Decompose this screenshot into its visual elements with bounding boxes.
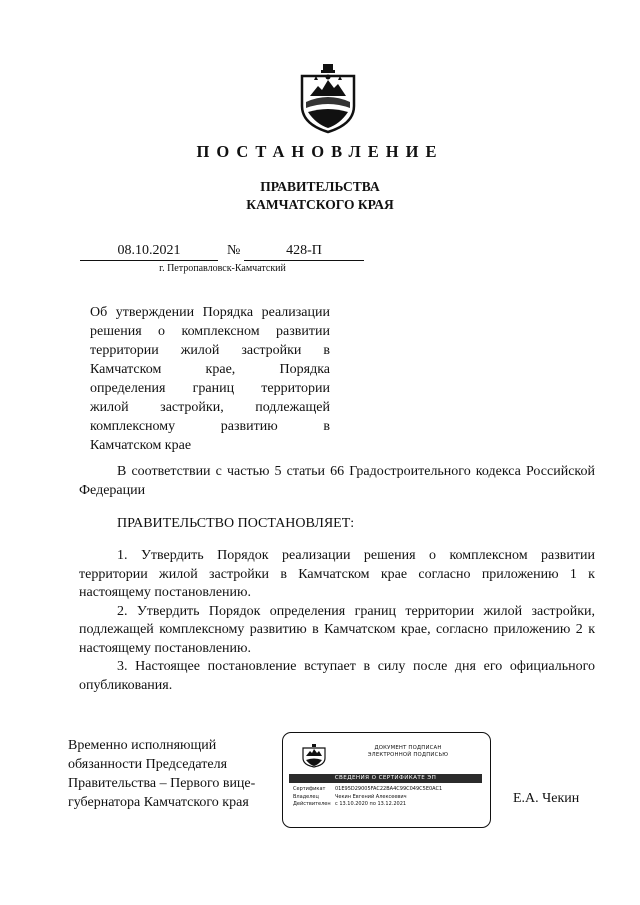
stamp-heading-line: ДОКУМЕНТ ПОДПИСАН <box>374 745 442 751</box>
coat-of-arms-emblem <box>298 62 358 134</box>
date-number-line <box>80 243 365 261</box>
stamp-certificate-bar: СВЕДЕНИЯ О СЕРТИФИКАТЕ ЭП <box>289 774 482 783</box>
stamp-heading <box>343 745 473 759</box>
signer-position <box>68 736 278 812</box>
subject-line: Камчатском крае, Порядка <box>90 362 330 377</box>
issuer-line-1: ПРАВИТЕЛЬСТВА <box>260 179 380 194</box>
preamble-paragraph: В соответствии с частью 5 статьи 66 Градостроительного кодекса Российской Федерации <box>79 464 595 498</box>
stamp-row-value: 01E95D29005FAC22BA4C99C049C5E0AC1 <box>335 786 443 792</box>
stamp-row <box>293 786 483 794</box>
stamp-row-value: с 13.10.2020 по 13.12.2021 <box>335 801 407 807</box>
document-date: 08.10.2021 <box>80 243 218 261</box>
document-number: 428-П <box>244 243 364 261</box>
stamp-row-key: Действителен <box>293 801 331 807</box>
signer-name: Е.А. Чекин <box>513 791 580 806</box>
stamp-row-key: Сертификат <box>293 786 326 792</box>
stamp-row <box>293 794 483 802</box>
stamp-emblem-icon <box>301 742 327 768</box>
subject-line: Об утверждении Порядка реализации <box>90 305 330 320</box>
stamp-row-value: Чекин Евгений Алексеевич <box>335 793 407 800</box>
electronic-signature-stamp <box>282 732 491 828</box>
document-type-title: ПОСТАНОВЛЕНИЕ <box>196 142 444 161</box>
document-subject <box>90 303 330 455</box>
stamp-row-key: Владелец <box>293 793 319 800</box>
signer-line: Временно исполняющий <box>68 738 217 753</box>
signer-line: губернатора Камчатского края <box>68 795 249 810</box>
resolution-item-3: 3. Настоящее постановление вступает в силу после дня его официального опубликования. <box>79 659 595 693</box>
subject-line: решения о комплексном развитии <box>90 324 330 339</box>
subject-line: территории жилой застройки в <box>90 343 330 358</box>
subject-line: комплексному развитию в <box>90 419 330 434</box>
city-label: г. Петропавловск-Камчатский <box>159 263 286 274</box>
stamp-row <box>293 801 483 809</box>
subject-line: определения границ территории <box>90 381 330 396</box>
issuer-heading <box>0 178 640 214</box>
resolves-heading: ПРАВИТЕЛЬСТВО ПОСТАНОВЛЯЕТ: <box>117 516 355 531</box>
subject-line: жилой застройки, подлежащей <box>90 400 330 415</box>
resolution-item-2: 2. Утвердить Порядок определения границ территории жилой застройки, подлежащей комплексному развитию в Камчатском крае, согласно приложению 2 к настоящему постановлению. <box>79 603 595 656</box>
stamp-heading-line: ЭЛЕКТРОННОЙ ПОДПИСЬЮ <box>367 752 449 758</box>
signer-line: обязанности Председателя <box>68 757 228 772</box>
number-sign: № <box>227 243 241 258</box>
resolution-items <box>79 547 595 695</box>
resolution-item-1: 1. Утвердить Порядок реализации решения о комплексном развитии территории жилой застройки в Камчатском крае согласно приложению 1 к настоящему постановлению. <box>79 548 595 600</box>
signer-line: Правительства – Первого вице- <box>68 776 256 791</box>
stamp-details <box>293 786 483 809</box>
subject-line: Камчатском крае <box>90 438 192 453</box>
issuer-line-2: КАМЧАТСКОГО КРАЯ <box>246 197 394 212</box>
